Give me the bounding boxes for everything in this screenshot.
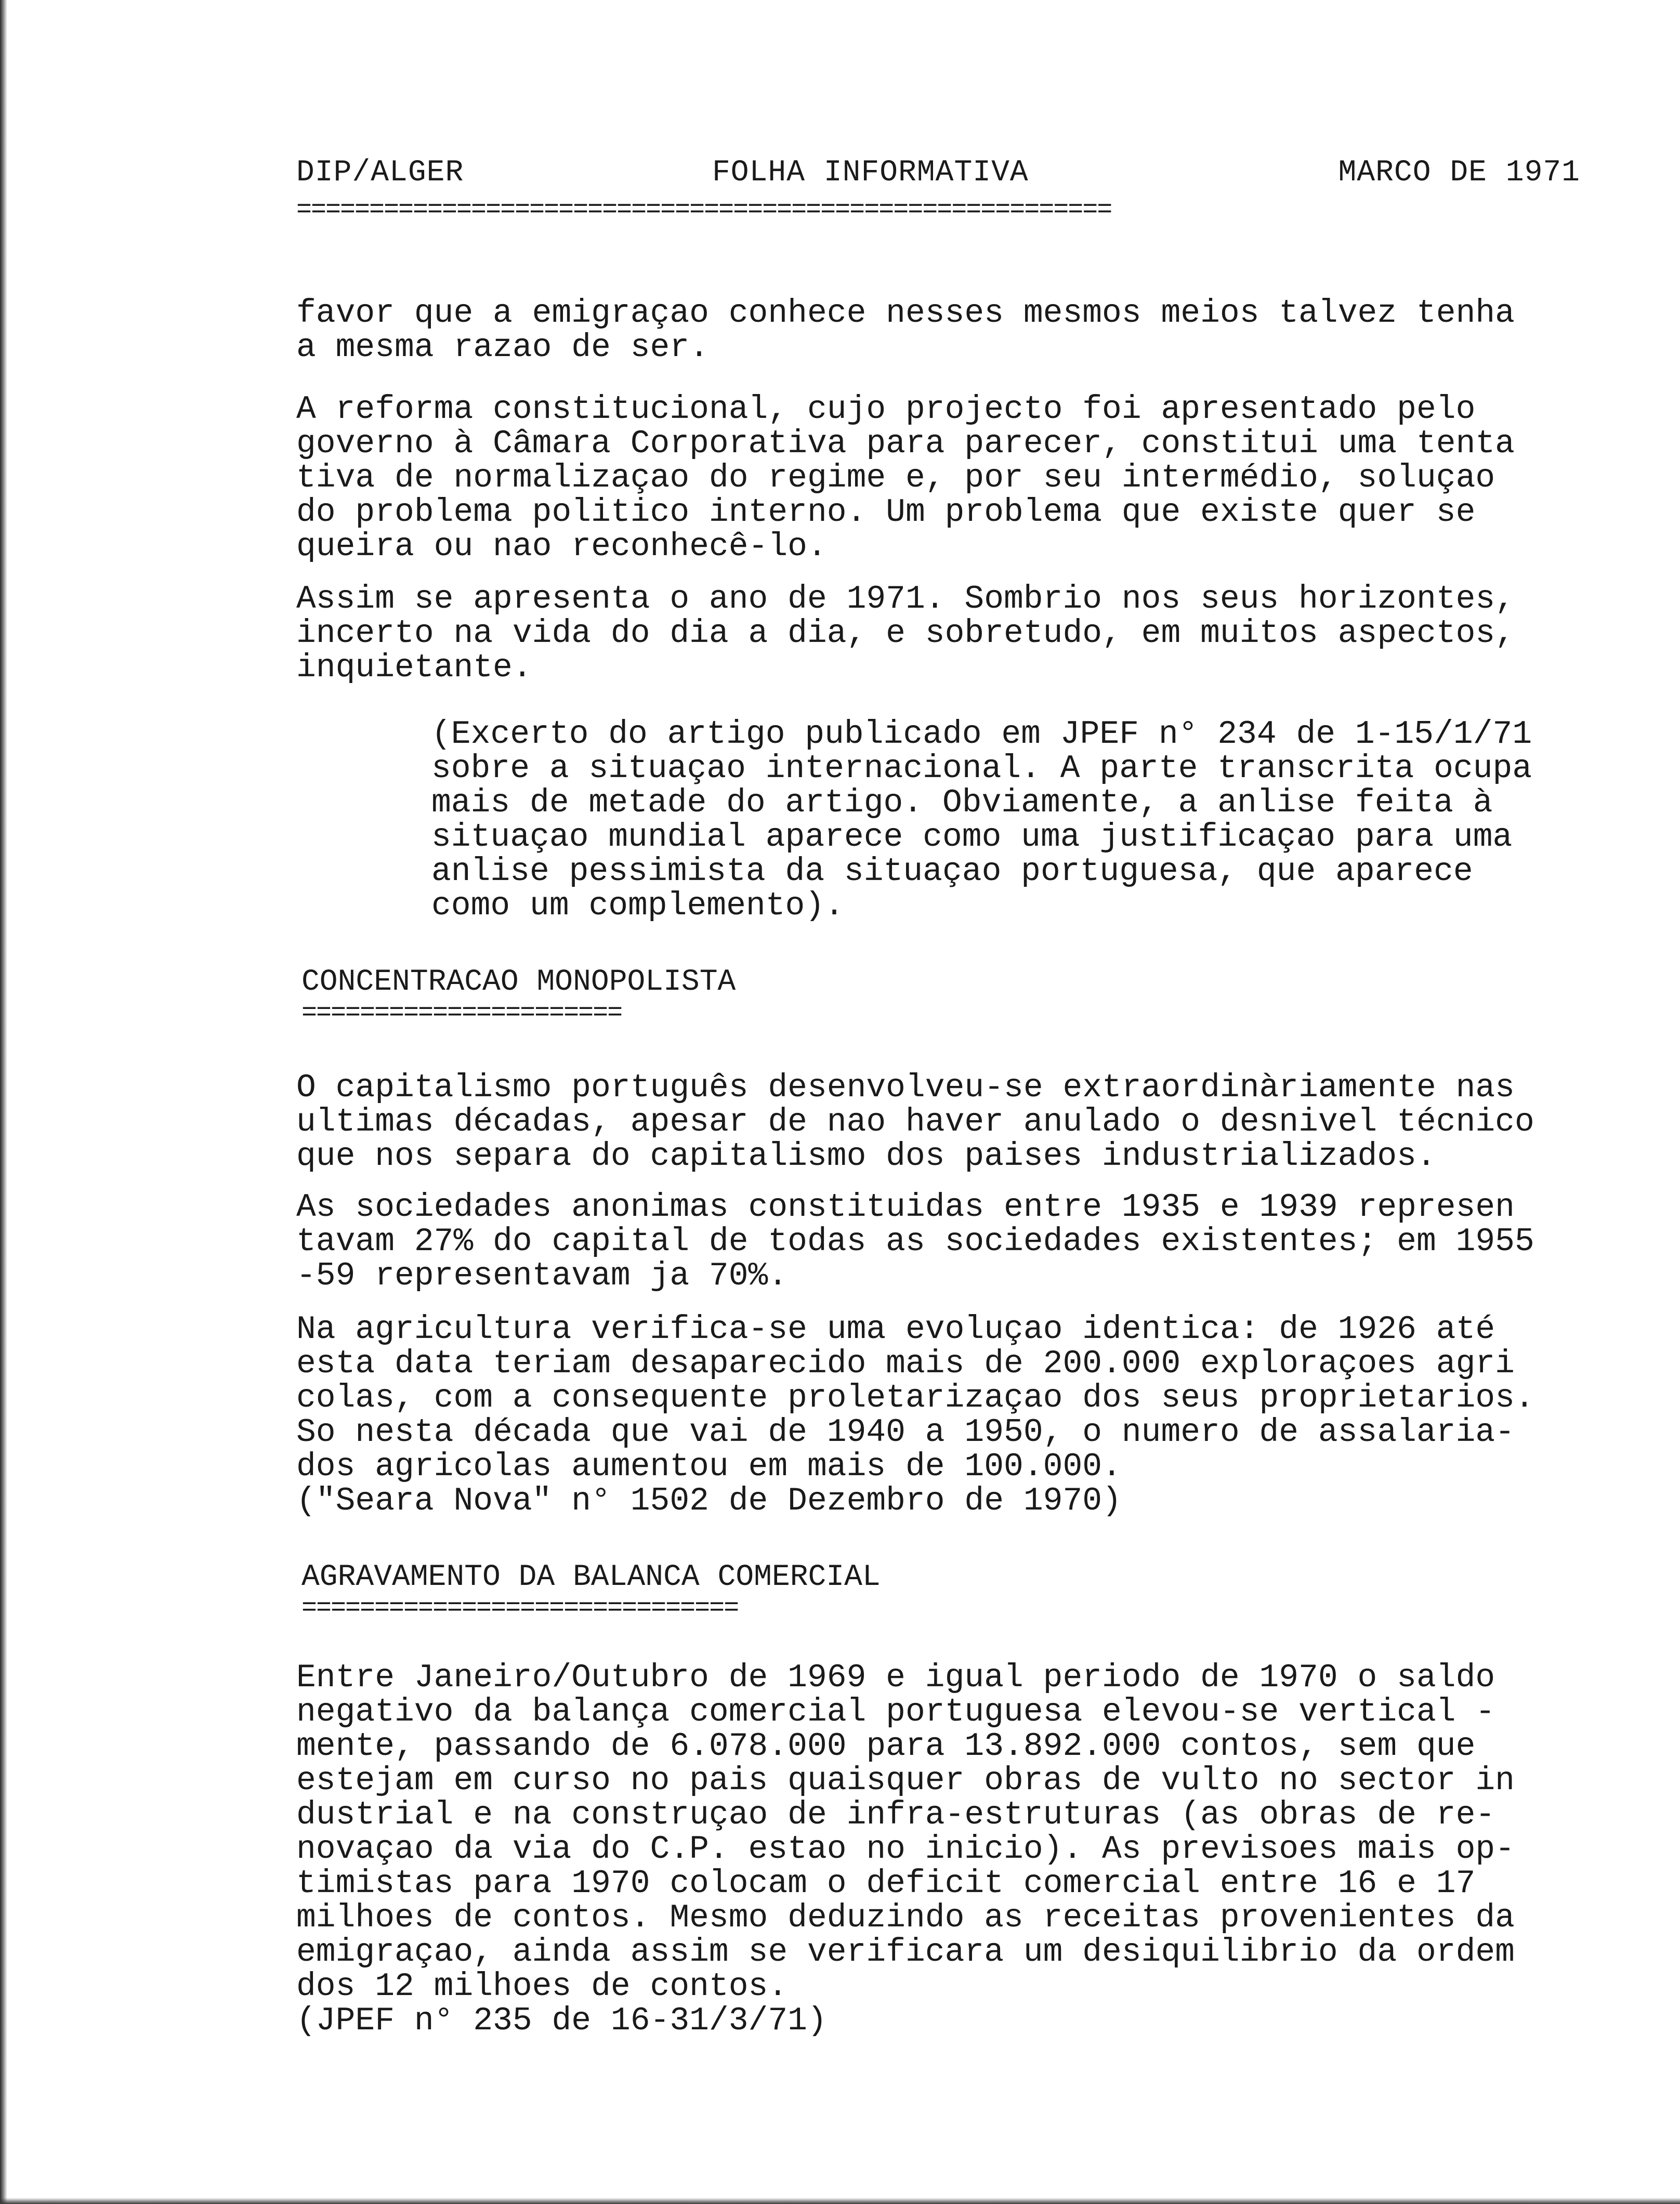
text-line: queira ou nao reconhecê-lo. [296, 528, 827, 565]
page-edge-shadow [0, 0, 7, 2204]
section-title-rule: ====================== [301, 999, 622, 1028]
text-line: tiva de normalizaçao do regime e, por seu intermédio, soluçao [296, 460, 1495, 496]
text-line: A reforma constitucional, cujo projecto foi apresentado pelo [296, 391, 1476, 428]
text-line: a mesma razao de ser. [296, 329, 709, 366]
text-line: So nesta década que vai de 1940 a 1950, o numero de assalaria- [296, 1414, 1515, 1451]
text-line: dos 12 milhoes de contos. [296, 1968, 788, 2005]
header-date: MARCO DE 1971 [1338, 156, 1580, 190]
text-line: favor que a emigraçao conhece nesses mesmos meios talvez tenha [296, 295, 1515, 332]
text-line: tavam 27% do capital de todas as sociedades existentes; em 1955 [296, 1223, 1534, 1260]
text-line: inquietante. [296, 649, 532, 686]
paragraph-year-1971 [296, 582, 1606, 685]
text-line: esta data teriam desaparecido mais de 200.000 exploraçoes agri [296, 1345, 1515, 1382]
text-line: anlise pessimista da situaçao portuguesa, que aparece [431, 853, 1473, 890]
paragraph-capitalismo [296, 1071, 1606, 1174]
text-line: colas, com a consequente proletarizaçao dos seus proprietarios. [296, 1380, 1534, 1416]
paragraph-sociedades [296, 1190, 1606, 1293]
paragraph-balanca [296, 1661, 1606, 2038]
text-line: governo à Câmara Corporativa para parecer, constitui uma tenta [296, 425, 1515, 462]
paragraph-emigration [296, 296, 1606, 365]
text-line: estejam em curso no pais quaisquer obras de vulto no sector in [296, 1762, 1515, 1799]
section-title-rule: ============================== [301, 1594, 739, 1623]
text-line: milhoes de contos. Mesmo deduzindo as receitas provenientes da [296, 1899, 1515, 1936]
text-line: emigraçao, ainda assim se verificara um desiquilibrio da ordem [296, 1934, 1515, 1971]
section-title-concentracao: CONCENTRACAO MONOPOLISTA [301, 965, 736, 999]
page-bottom-shadow [0, 2198, 1680, 2204]
text-line: como um complemento). [431, 887, 844, 924]
document-header [296, 156, 1580, 203]
excerpt-note [431, 717, 1606, 923]
text-line: novaçao da via do C.P. estao no inicio). As previsoes mais op- [296, 1831, 1515, 1868]
paragraph-constitutional-reform [296, 392, 1606, 564]
text-line: O capitalismo português desenvolveu-se extraordinàriamente nas [296, 1069, 1515, 1106]
text-line: -59 representavam ja 70%. [296, 1257, 788, 1294]
section-title-agravamento: AGRAVAMENTO DA BALANCA COMERCIAL [301, 1560, 881, 1594]
text-line: Na agricultura verifica-se uma evoluçao identica: de 1926 até [296, 1311, 1495, 1348]
text-line: dos agricolas aumentou em mais de 100.000. [296, 1448, 1122, 1485]
text-line: timistas para 1970 colocam o deficit comercial entre 16 e 17 [296, 1865, 1476, 1902]
text-line: mente, passando de 6.078.000 para 13.892.000 contos, sem que [296, 1728, 1476, 1765]
header-sender: DIP/ALGER [296, 156, 464, 190]
text-line: sobre a situaçao internacional. A parte transcrita ocupa [431, 750, 1532, 787]
text-line: situaçao mundial aparece como uma justificaçao para uma [431, 819, 1513, 856]
text-line: que nos separa do capitalismo dos paises industrializados. [296, 1138, 1436, 1175]
text-line: ultimas décadas, apesar de nao haver anulado o desnivel técnico [296, 1104, 1534, 1140]
text-line: Entre Janeiro/Outubro de 1969 e igual periodo de 1970 o saldo [296, 1659, 1495, 1696]
text-line: incerto na vida do dia a dia, e sobretudo, em muitos aspectos, [296, 615, 1515, 652]
text-line: dustrial e na construçao de infra-estruturas (as obras de re- [296, 1796, 1495, 1833]
paragraph-agricultura [296, 1313, 1606, 1518]
text-line: (JPEF n° 235 de 16-31/3/71) [296, 2002, 827, 2039]
header-rule: ======================================================== [296, 198, 1112, 224]
text-line: do problema politico interno. Um problema que existe quer se [296, 494, 1476, 531]
text-line: As sociedades anonimas constituidas entre 1935 e 1939 represen [296, 1189, 1515, 1226]
text-line: negativo da balança comercial portuguesa elevou-se vertical - [296, 1694, 1495, 1730]
text-line: mais de metade do artigo. Obviamente, a anlise feita à [431, 784, 1493, 821]
header-title: FOLHA INFORMATIVA [712, 156, 1029, 190]
text-line: ("Seara Nova" n° 1502 de Dezembro de 1970) [296, 1483, 1122, 1519]
text-line: (Excerto do artigo publicado em JPEF n° 234 de 1-15/1/71 [431, 716, 1532, 753]
text-line: Assim se apresenta o ano de 1971. Sombrio nos seus horizontes, [296, 581, 1515, 618]
